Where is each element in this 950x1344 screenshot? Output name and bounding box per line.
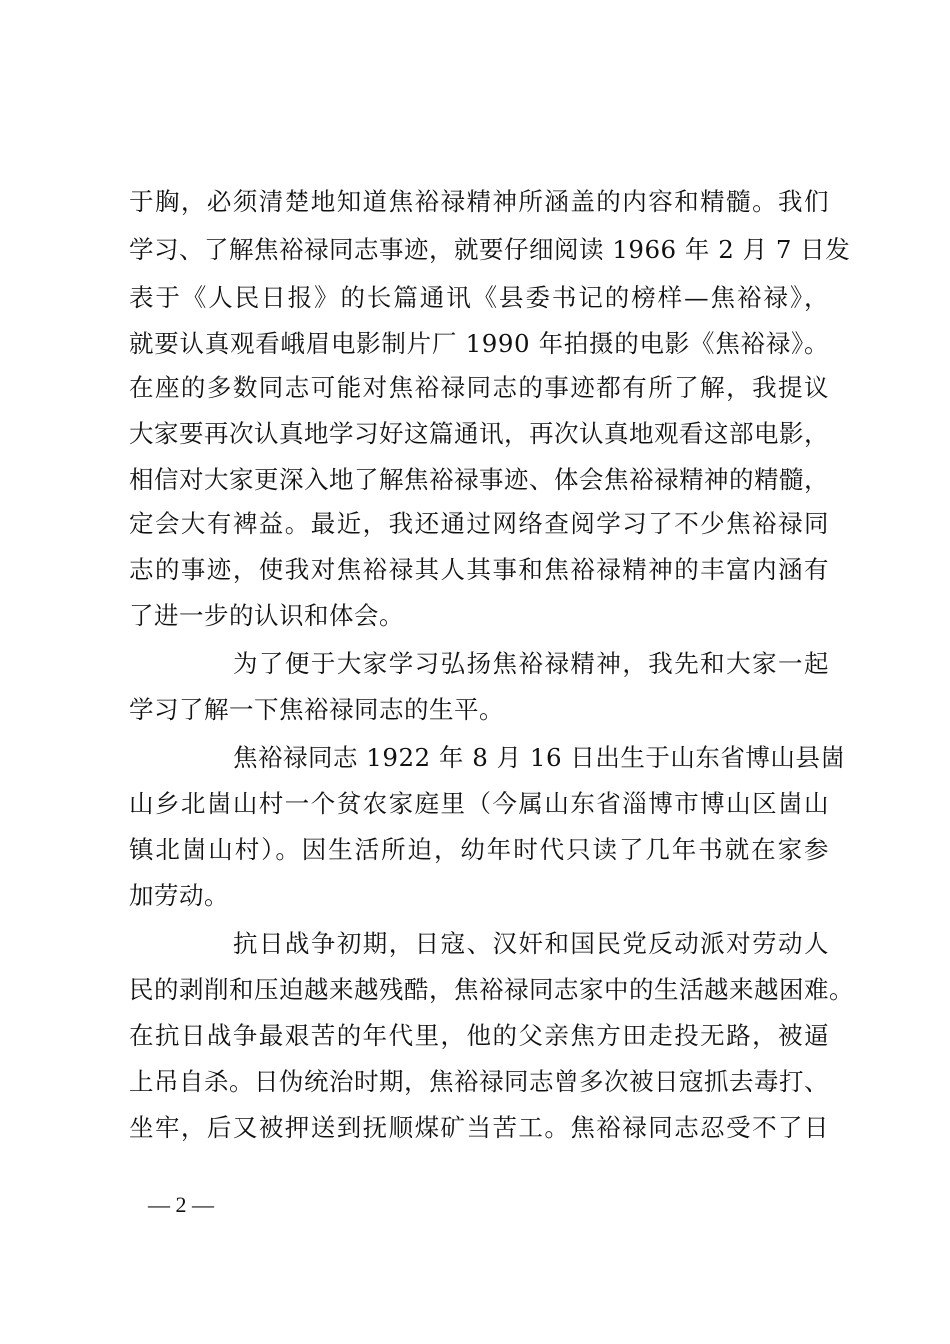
- text-line: 学习了解一下焦裕禄同志的生平。: [129, 695, 504, 724]
- text-line: 坐牢，后又被押送到抚顺煤矿当苦工。焦裕禄同志忍受不了日: [129, 1113, 829, 1142]
- text-line: 山乡北崮山村一个贫农家庭里（今属山东省淄博市博山区崮山: [129, 789, 829, 818]
- text-line: 志的事迹，使我对焦裕禄其人其事和焦裕禄精神的丰富内涵有: [129, 555, 829, 584]
- text-line: 镇北崮山村）。因生活所迫，幼年时代只读了几年书就在家参: [129, 835, 829, 864]
- text-line: 定会大有裨益。最近，我还通过网络查阅学习了不少焦裕禄同: [129, 509, 829, 538]
- text-line: 学习、了解焦裕禄同志事迹，就要仔细阅读 1966 年 2 月 7 日发: [129, 235, 851, 264]
- text-line: 民的剥削和压迫越来越残酷，焦裕禄同志家中的生活越来越困难。: [129, 975, 854, 1004]
- text-line: 就要认真观看峨眉电影制片厂 1990 年拍摄的电影《焦裕禄》。: [129, 329, 829, 358]
- text-line: 上吊自杀。日伪统治时期，焦裕禄同志曾多次被日寇抓去毒打、: [129, 1067, 829, 1096]
- text-line: 表于《人民日报》的长篇通讯《县委书记的榜样—焦裕禄》，: [129, 283, 829, 312]
- text-line: 大家要再次认真地学习好这篇通讯，再次认真地观看这部电影，: [129, 419, 829, 448]
- text-line: 加劳动。: [129, 881, 229, 910]
- text-line: 于胸，必须清楚地知道焦裕禄精神所涵盖的内容和精髓。我们: [129, 187, 829, 216]
- text-line: 了进一步的认识和体会。: [129, 601, 404, 630]
- text-line: 在抗日战争最艰苦的年代里，他的父亲焦方田走投无路，被逼: [129, 1021, 829, 1050]
- page-number: — 2 —: [148, 1192, 214, 1217]
- text-line: 在座的多数同志可能对焦裕禄同志的事迹都有所了解，我提议: [129, 373, 829, 402]
- paragraph-first-line: 抗日战争初期，日寇、汉奸和国民党反动派对劳动人: [233, 929, 829, 958]
- paragraph-first-line: 焦裕禄同志 1922 年 8 月 16 日出生于山东省博山县崮: [233, 743, 846, 772]
- paragraph-first-line: 为了便于大家学习弘扬焦裕禄精神，我先和大家一起: [233, 649, 829, 678]
- text-line: 相信对大家更深入地了解焦裕禄事迹、体会焦裕禄精神的精髓，: [129, 465, 829, 494]
